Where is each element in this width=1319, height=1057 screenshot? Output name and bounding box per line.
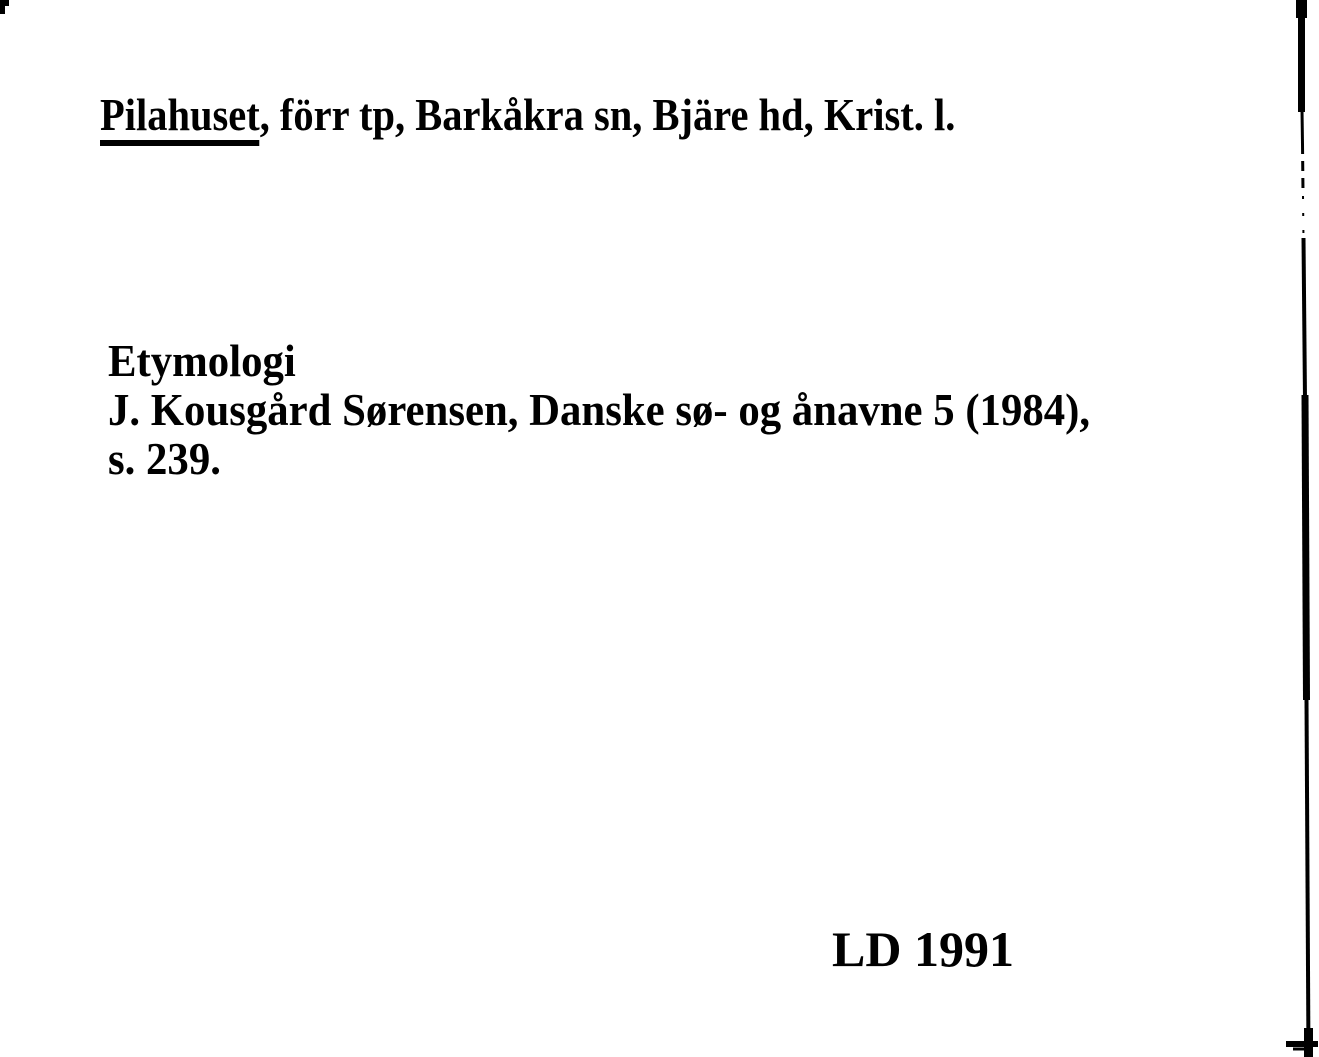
entry-description: , förr tp, Barkåkra sn, Bjäre hd, Krist. l. [259,89,956,140]
scan-edge-line [1296,0,1309,1057]
scan-speck-icon [0,0,9,14]
etymology-heading: Etymologi [108,335,296,386]
etymology-page-reference: s. 239. [108,433,221,484]
archivist-signature: LD 1991 [832,921,1014,977]
etymology-reference: J. Kousgård Sørensen, Danske sø- og ånavne 5 (1984), [108,384,1091,435]
place-name: Pilahuset [100,89,260,146]
crop-mark-icon [1286,1028,1318,1057]
etymology-section [108,336,1090,483]
entry-headline [100,88,955,141]
